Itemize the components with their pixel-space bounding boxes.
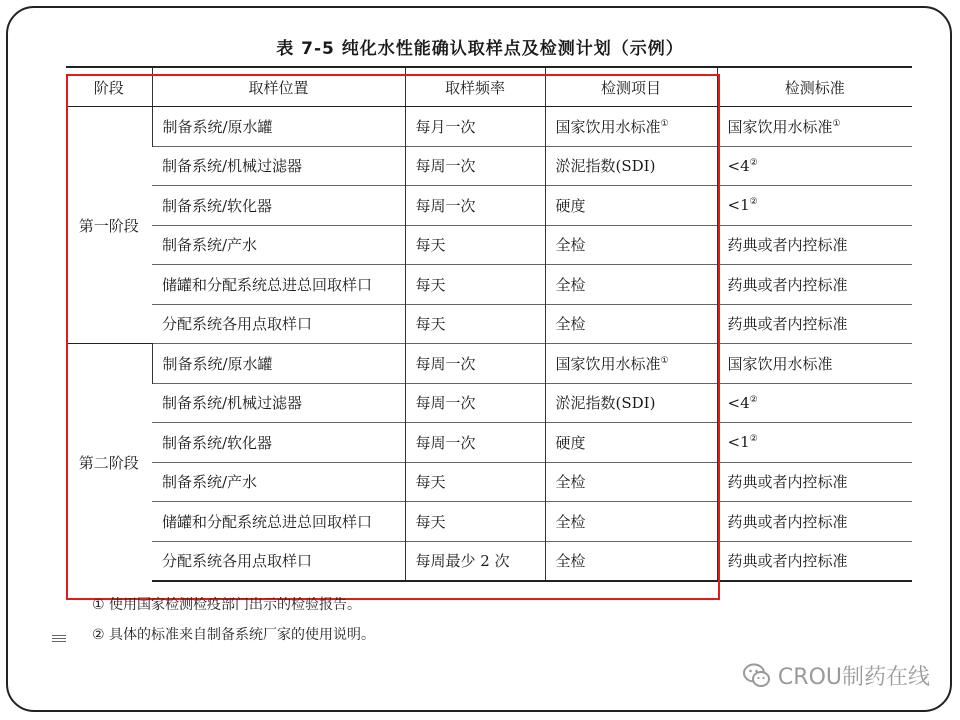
- cell-standard: [717, 225, 912, 265]
- cell-location-text: 制备系统/原水罐: [162, 117, 273, 136]
- cell-location: [152, 265, 405, 305]
- table-row: [66, 383, 912, 423]
- cell-frequency-text: 每周一次: [415, 354, 476, 373]
- cell-test-item: [545, 304, 717, 344]
- cell-frequency-text: 每天: [415, 473, 446, 492]
- cell-location-text: 制备系统/软化器: [162, 433, 273, 452]
- cell-test-item-text: 全检: [555, 552, 586, 571]
- cell-test-item-text: 全检: [555, 512, 586, 531]
- cell-location-text: 分配系统各用点取样口: [162, 315, 313, 334]
- cell-location: [152, 225, 405, 265]
- footnote-ref: ②: [749, 197, 758, 208]
- cell-standard-text: 药典或者内控标准: [727, 275, 848, 294]
- cell-location-text: 分配系统各用点取样口: [162, 552, 313, 571]
- header-stage: 阶段: [66, 67, 152, 107]
- cell-standard-text: <1: [727, 196, 750, 215]
- cell-location: [152, 423, 405, 463]
- cell-location-text: 制备系统/机械过滤器: [162, 157, 303, 176]
- cell-standard-text: <1: [727, 433, 750, 452]
- cell-location-text: 制备系统/机械过滤器: [162, 394, 303, 413]
- cell-frequency-text: 每天: [415, 512, 446, 531]
- watermark: [742, 660, 930, 691]
- footnote-1: ① 使用国家检测检疫部门出示的检验报告。: [92, 597, 361, 613]
- cell-standard: [717, 304, 912, 344]
- cell-standard-text: <4: [727, 393, 750, 412]
- header-test-item: 检测项目: [545, 67, 717, 107]
- cell-standard-text: 国家饮用水标准: [727, 354, 833, 373]
- footnote-ref: ②: [749, 394, 758, 405]
- cell-test-item: [545, 541, 717, 581]
- cell-frequency: [405, 304, 545, 344]
- cell-frequency-text: 每周最少 2 次: [415, 552, 510, 571]
- cell-test-item-text: 全检: [555, 275, 586, 294]
- cell-test-item-text: 淤泥指数(SDI): [555, 394, 656, 413]
- cell-frequency-text: 每月一次: [415, 117, 476, 136]
- cell-standard-text: 药典或者内控标准: [727, 236, 848, 255]
- footnote-ref: ①: [660, 118, 669, 129]
- cell-location: [152, 344, 405, 384]
- cell-standard-text: 药典或者内控标准: [727, 315, 848, 334]
- footnote-ref: ②: [749, 434, 758, 445]
- cell-test-item-text: 国家饮用水标准: [555, 354, 661, 373]
- footnote-ref: ②: [749, 157, 758, 168]
- cell-frequency: [405, 423, 545, 463]
- cell-standard-text: <4: [727, 156, 750, 175]
- cell-location-text: 储罐和分配系统总进总回取样口: [162, 512, 373, 531]
- cell-standard-text: 国家饮用水标准: [727, 117, 833, 136]
- cell-location-text: 制备系统/原水罐: [162, 354, 273, 373]
- cell-location: [152, 107, 405, 147]
- wechat-icon: [742, 661, 772, 691]
- cell-test-item-text: 淤泥指数(SDI): [555, 157, 656, 176]
- table-row: [66, 502, 912, 542]
- cell-standard: [717, 146, 912, 186]
- table-row: [66, 225, 912, 265]
- footnote-ref: ①: [660, 355, 669, 366]
- cell-test-item-text: 硬度: [555, 433, 586, 452]
- sampling-plan-table-container: [66, 66, 912, 582]
- cell-test-item: [545, 344, 717, 384]
- table-row: [66, 462, 912, 502]
- cell-test-item: [545, 383, 717, 423]
- cell-frequency-text: 每周一次: [415, 157, 476, 176]
- cell-standard: [717, 186, 912, 226]
- cell-frequency: [405, 541, 545, 581]
- stage-label: 第一阶段: [66, 107, 152, 344]
- cell-frequency: [405, 462, 545, 502]
- cell-location: [152, 502, 405, 542]
- cell-test-item: [545, 107, 717, 147]
- cell-frequency-text: 每周一次: [415, 196, 476, 215]
- sampling-plan-table: [66, 66, 912, 582]
- cell-test-item: [545, 225, 717, 265]
- cell-location-text: 制备系统/软化器: [162, 196, 273, 215]
- cell-frequency-text: 每天: [415, 275, 446, 294]
- footnote-ref: ①: [832, 118, 841, 129]
- cell-frequency: [405, 383, 545, 423]
- cell-standard: [717, 502, 912, 542]
- cell-location: [152, 146, 405, 186]
- header-standard: 检测标准: [717, 67, 912, 107]
- cell-standard: [717, 107, 912, 147]
- table-row: [66, 541, 912, 581]
- cell-location: [152, 304, 405, 344]
- cell-test-item-text: 全检: [555, 236, 586, 255]
- cell-frequency: [405, 265, 545, 305]
- cell-standard-text: 药典或者内控标准: [727, 512, 848, 531]
- table-row: [66, 146, 912, 186]
- table-title: 表 7-5 纯化水性能确认取样点及检测计划（示例）: [276, 39, 684, 59]
- cell-frequency-text: 每周一次: [415, 433, 476, 452]
- cell-standard: [717, 462, 912, 502]
- cell-test-item-text: 全检: [555, 315, 586, 334]
- cell-frequency: [405, 107, 545, 147]
- watermark-text: CROU制药在线: [777, 665, 930, 690]
- cell-location-text: 制备系统/产水: [162, 236, 258, 255]
- footnote-2: ② 具体的标准来自制备系统厂家的使用说明。: [92, 627, 375, 643]
- cell-standard-text: 药典或者内控标准: [727, 552, 848, 571]
- cell-location-text: 制备系统/产水: [162, 473, 258, 492]
- cell-frequency-text: 每天: [415, 236, 446, 255]
- table-body: [66, 107, 912, 582]
- cell-test-item: [545, 265, 717, 305]
- table-row: [66, 423, 912, 463]
- header-location: 取样位置: [152, 67, 405, 107]
- cell-test-item-text: 全检: [555, 473, 586, 492]
- cell-test-item: [545, 502, 717, 542]
- cell-location: [152, 541, 405, 581]
- cell-standard: [717, 344, 912, 384]
- table-row: [66, 186, 912, 226]
- cell-frequency: [405, 344, 545, 384]
- header-frequency: 取样频率: [405, 67, 545, 107]
- cell-test-item-text: 硬度: [555, 196, 586, 215]
- cell-test-item: [545, 462, 717, 502]
- cell-frequency: [405, 146, 545, 186]
- cell-standard: [717, 383, 912, 423]
- cell-location-text: 储罐和分配系统总进总回取样口: [162, 275, 373, 294]
- cell-test-item: [545, 423, 717, 463]
- cell-frequency: [405, 186, 545, 226]
- cell-test-item: [545, 186, 717, 226]
- cell-test-item: [545, 146, 717, 186]
- cell-location: [152, 383, 405, 423]
- cell-frequency-text: 每周一次: [415, 394, 476, 413]
- cell-frequency: [405, 502, 545, 542]
- cell-frequency-text: 每天: [415, 315, 446, 334]
- table-row: [66, 344, 912, 384]
- cell-standard: [717, 265, 912, 305]
- cell-standard-text: 药典或者内控标准: [727, 473, 848, 492]
- page-mark-icon: [52, 633, 66, 642]
- cell-location: [152, 186, 405, 226]
- cell-frequency: [405, 225, 545, 265]
- cell-location: [152, 462, 405, 502]
- table-row: [66, 265, 912, 305]
- cell-standard: [717, 423, 912, 463]
- cell-test-item-text: 国家饮用水标准: [555, 117, 661, 136]
- header-row: [66, 67, 912, 107]
- table-row: [66, 107, 912, 147]
- cell-standard: [717, 541, 912, 581]
- stage-label: 第二阶段: [66, 344, 152, 582]
- table-row: [66, 304, 912, 344]
